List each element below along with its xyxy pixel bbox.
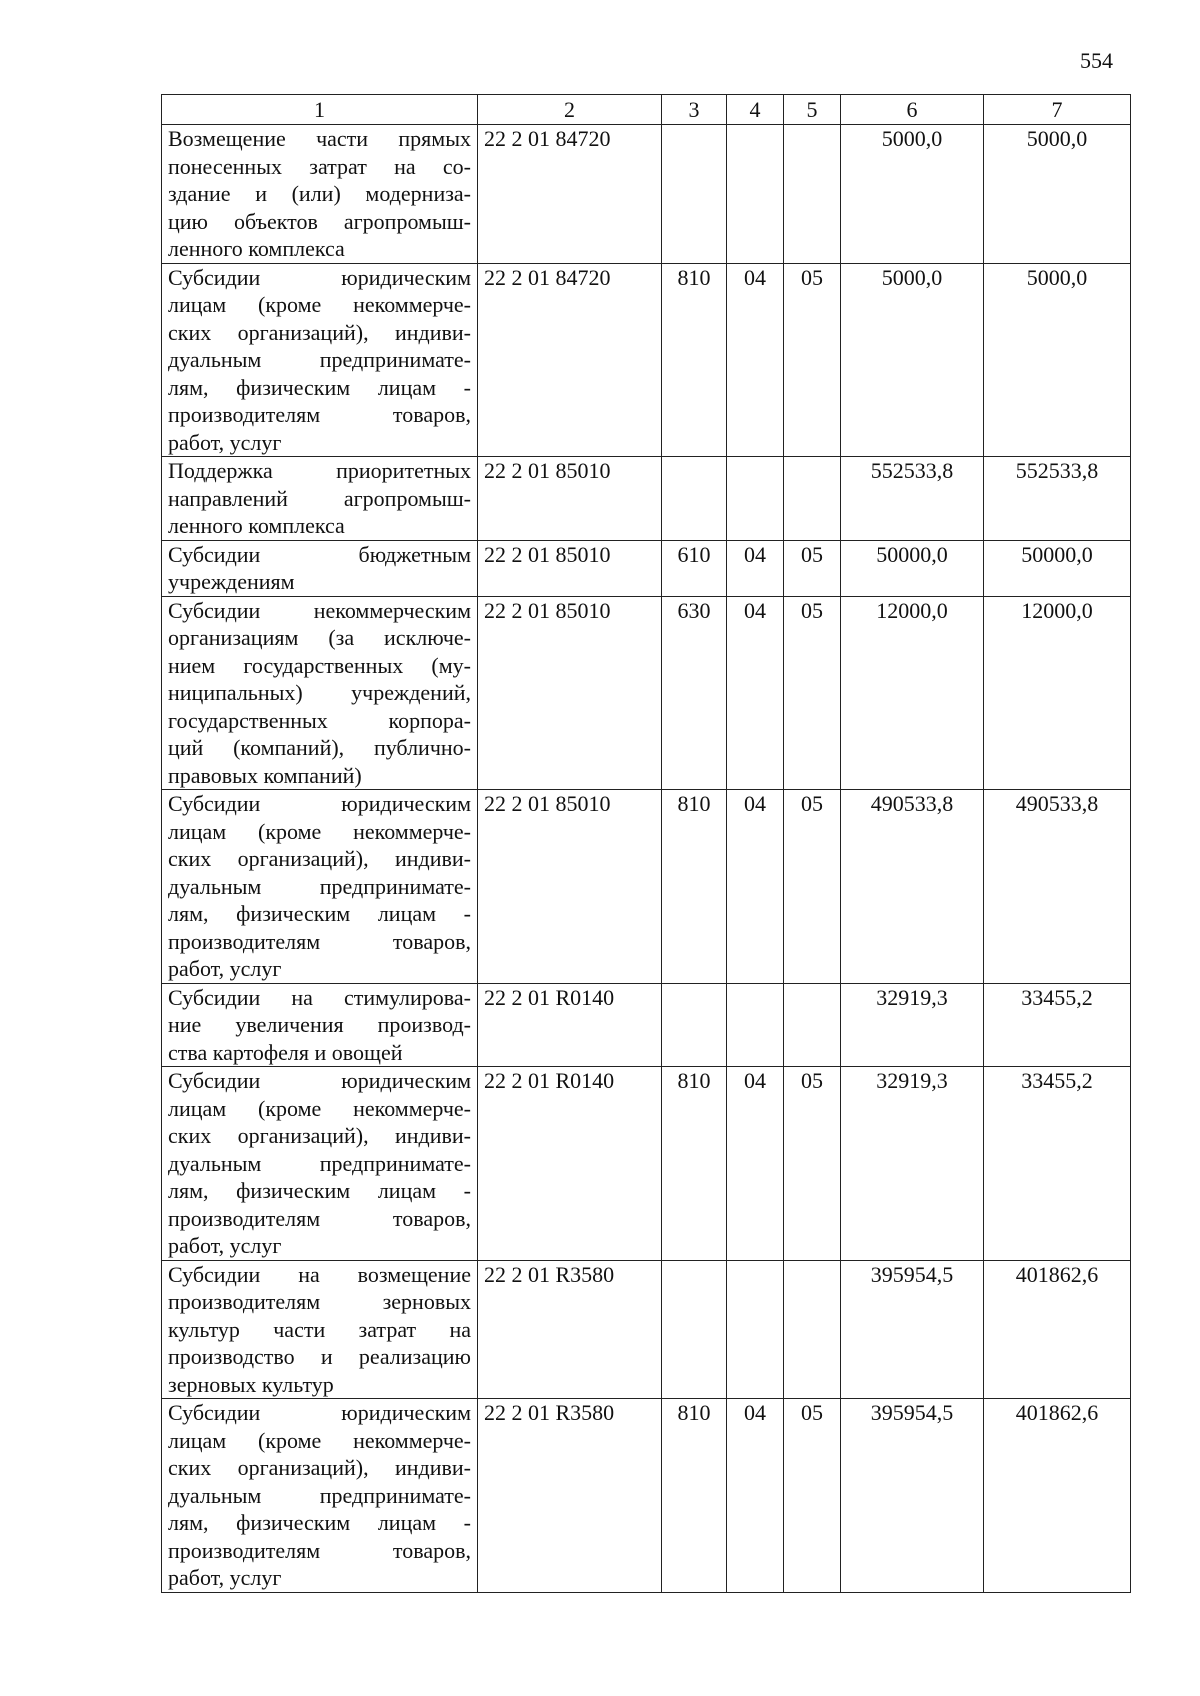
section-cell	[727, 1260, 784, 1399]
expense-name-line: Поддержка приоритетных	[168, 458, 471, 483]
amount-year1-cell: 490533,8	[841, 790, 984, 984]
expense-type-cell	[662, 125, 727, 264]
amount-year1-cell: 395954,5	[841, 1260, 984, 1399]
amount-year1-cell: 32919,3	[841, 1067, 984, 1261]
amount-year2-cell: 5000,0	[984, 125, 1131, 264]
expense-name-line: работ, услуг	[168, 1233, 282, 1258]
expense-name-line: Субсидии юридическим	[168, 1068, 471, 1093]
target-code-cell: 22 2 01 R3580	[478, 1399, 662, 1593]
expense-name-line: здание и (или) модерниза-	[168, 181, 471, 206]
target-code-cell: 22 2 01 85010	[478, 790, 662, 984]
expense-name-line: ленного комплекса	[168, 513, 345, 538]
expense-name-line: ций (компаний), публично-	[168, 735, 471, 760]
section-cell: 04	[727, 263, 784, 457]
section-cell: 04	[727, 1399, 784, 1593]
expense-name-line: лицам (кроме некоммерче-	[168, 1427, 471, 1453]
target-code-cell: 22 2 01 84720	[478, 263, 662, 457]
expense-name-line: дуальным предпринимате-	[168, 1482, 471, 1508]
expense-name-cell	[162, 983, 478, 1067]
table-row	[162, 983, 1131, 1067]
expense-name-line: лицам (кроме некоммерче-	[168, 292, 471, 317]
expense-type-cell: 810	[662, 1067, 727, 1261]
expense-type-cell: 810	[662, 263, 727, 457]
target-code-cell: 22 2 01 85010	[478, 457, 662, 541]
table-body	[162, 125, 1131, 1593]
target-code-cell: 22 2 01 85010	[478, 596, 662, 790]
section-cell: 04	[727, 540, 784, 596]
expense-name-line: ских организаций), индиви-	[168, 1455, 471, 1480]
expense-type-cell	[662, 983, 727, 1067]
expense-name-line: Субсидии на возмещение	[168, 1261, 471, 1287]
expense-name-line: работ, услуг	[168, 956, 282, 981]
amount-year2-cell: 5000,0	[984, 263, 1131, 457]
amount-year2-cell: 12000,0	[984, 596, 1131, 790]
expense-name-line: производителям товаров,	[168, 402, 471, 427]
expense-name-line: лицам (кроме некоммерче-	[168, 1095, 471, 1121]
subsection-cell: 05	[784, 790, 841, 984]
expense-name-line: дуальным предпринимате-	[168, 1150, 471, 1176]
expense-name-line: производителям товаров,	[168, 1205, 471, 1231]
table-row	[162, 125, 1131, 264]
amount-year2-cell: 552533,8	[984, 457, 1131, 541]
expense-type-cell	[662, 457, 727, 541]
expense-name-line: ленного комплекса	[168, 236, 345, 261]
amount-year1-cell: 50000,0	[841, 540, 984, 596]
expense-name-line: дуальным предпринимате-	[168, 873, 471, 899]
expense-name-line: ниципальных) учреждений,	[168, 680, 471, 705]
table-row	[162, 540, 1131, 596]
expense-name-line: работ, услуг	[168, 429, 282, 455]
subsection-cell: 05	[784, 540, 841, 596]
expense-type-cell: 630	[662, 596, 727, 790]
expense-type-cell: 610	[662, 540, 727, 596]
expense-name-line: направлений агропромыш-	[168, 485, 471, 511]
amount-year2-cell: 490533,8	[984, 790, 1131, 984]
amount-year1-cell: 552533,8	[841, 457, 984, 541]
expense-name-line: дуальным предпринимате-	[168, 347, 471, 372]
subsection-cell	[784, 125, 841, 264]
amount-year2-cell: 33455,2	[984, 1067, 1131, 1261]
amount-year1-cell: 32919,3	[841, 983, 984, 1067]
expense-name-line: зерновых культур	[168, 1371, 334, 1397]
subsection-cell	[784, 1260, 841, 1399]
expense-name-line: лям, физическим лицам -	[168, 901, 471, 926]
expense-name-line: ства картофеля и овощей	[168, 1039, 403, 1065]
column-header: 2	[478, 95, 662, 125]
table-row	[162, 790, 1131, 984]
amount-year2-cell: 33455,2	[984, 983, 1131, 1067]
expense-name-line: производителям товаров,	[168, 928, 471, 954]
section-cell: 04	[727, 790, 784, 984]
expense-name-line: Субсидии юридическим	[168, 264, 471, 290]
expense-name-cell	[162, 1260, 478, 1399]
expense-type-cell: 810	[662, 790, 727, 984]
column-header: 4	[727, 95, 784, 125]
amount-year2-cell: 401862,6	[984, 1260, 1131, 1399]
expense-name-line: производителям зерновых	[168, 1289, 471, 1314]
expense-name-line: Субсидии юридическим	[168, 1400, 471, 1425]
expense-type-cell	[662, 1260, 727, 1399]
expense-name-line: производство и реализацию	[168, 1344, 471, 1369]
target-code-cell: 22 2 01 84720	[478, 125, 662, 264]
expense-name-line: Субсидии юридическим	[168, 791, 471, 816]
expense-name-cell	[162, 596, 478, 790]
table-row	[162, 457, 1131, 541]
expense-name-line: правовых компаний)	[168, 762, 362, 788]
expense-type-cell: 810	[662, 1399, 727, 1593]
expense-name-line: лицам (кроме некоммерче-	[168, 818, 471, 844]
expense-name-line: лям, физическим лицам -	[168, 1178, 471, 1203]
expense-name-line: государственных корпора-	[168, 707, 471, 733]
amount-year1-cell: 5000,0	[841, 263, 984, 457]
expense-name-line: работ, услуг	[168, 1565, 282, 1590]
expense-name-line: нием государственных (му-	[168, 652, 471, 678]
expense-name-cell	[162, 457, 478, 541]
expense-name-cell	[162, 790, 478, 984]
amount-year2-cell: 50000,0	[984, 540, 1131, 596]
target-code-cell: 22 2 01 R0140	[478, 1067, 662, 1261]
column-header: 5	[784, 95, 841, 125]
section-cell: 04	[727, 596, 784, 790]
amount-year2-cell: 401862,6	[984, 1399, 1131, 1593]
subsection-cell: 05	[784, 1399, 841, 1593]
subsection-cell	[784, 457, 841, 541]
expense-name-line: ние увеличения производ-	[168, 1012, 471, 1037]
expense-name-line: лям, физическим лицам -	[168, 374, 471, 400]
section-cell: 04	[727, 1067, 784, 1261]
expense-name-cell	[162, 263, 478, 457]
table-header-row	[162, 95, 1131, 125]
target-code-cell: 22 2 01 R3580	[478, 1260, 662, 1399]
expense-name-line: ских организаций), индиви-	[168, 1123, 471, 1148]
expense-name-line: Возмещение части прямых	[168, 126, 471, 151]
expense-name-line: Субсидии на стимулирова-	[168, 984, 471, 1010]
subsection-cell	[784, 983, 841, 1067]
expense-name-line: ских организаций), индиви-	[168, 319, 471, 345]
expense-name-line: Субсидии некоммерческим	[168, 597, 471, 623]
section-cell	[727, 983, 784, 1067]
table-row	[162, 1399, 1131, 1593]
table-row	[162, 1260, 1131, 1399]
expense-name-cell	[162, 1399, 478, 1593]
expense-name-line: понесенных затрат на со-	[168, 153, 471, 179]
amount-year1-cell: 12000,0	[841, 596, 984, 790]
expense-name-line: культур части затрат на	[168, 1316, 471, 1342]
expense-name-cell	[162, 1067, 478, 1261]
expense-name-cell	[162, 125, 478, 264]
target-code-cell: 22 2 01 85010	[478, 540, 662, 596]
subsection-cell: 05	[784, 1067, 841, 1261]
subsection-cell: 05	[784, 263, 841, 457]
expense-name-line: производителям товаров,	[168, 1537, 471, 1563]
expense-name-line: организациям (за исключе-	[168, 625, 471, 650]
page-number: 554	[1080, 48, 1113, 73]
budget-table	[161, 94, 1131, 1593]
column-header: 7	[984, 95, 1131, 125]
expense-name-line: ских организаций), индиви-	[168, 846, 471, 871]
target-code-cell: 22 2 01 R0140	[478, 983, 662, 1067]
table-row	[162, 1067, 1131, 1261]
column-header: 3	[662, 95, 727, 125]
expense-name-line: лям, физическим лицам -	[168, 1510, 471, 1535]
amount-year1-cell: 395954,5	[841, 1399, 984, 1593]
table-row	[162, 263, 1131, 457]
expense-name-cell	[162, 540, 478, 596]
section-cell	[727, 457, 784, 541]
expense-name-line: Субсидии бюджетным	[168, 541, 471, 567]
column-header: 1	[162, 95, 478, 125]
column-header: 6	[841, 95, 984, 125]
expense-name-line: цию объектов агропромыш-	[168, 208, 471, 234]
expense-name-line: учреждениям	[168, 569, 295, 594]
subsection-cell: 05	[784, 596, 841, 790]
table-row	[162, 596, 1131, 790]
section-cell	[727, 125, 784, 264]
amount-year1-cell: 5000,0	[841, 125, 984, 264]
